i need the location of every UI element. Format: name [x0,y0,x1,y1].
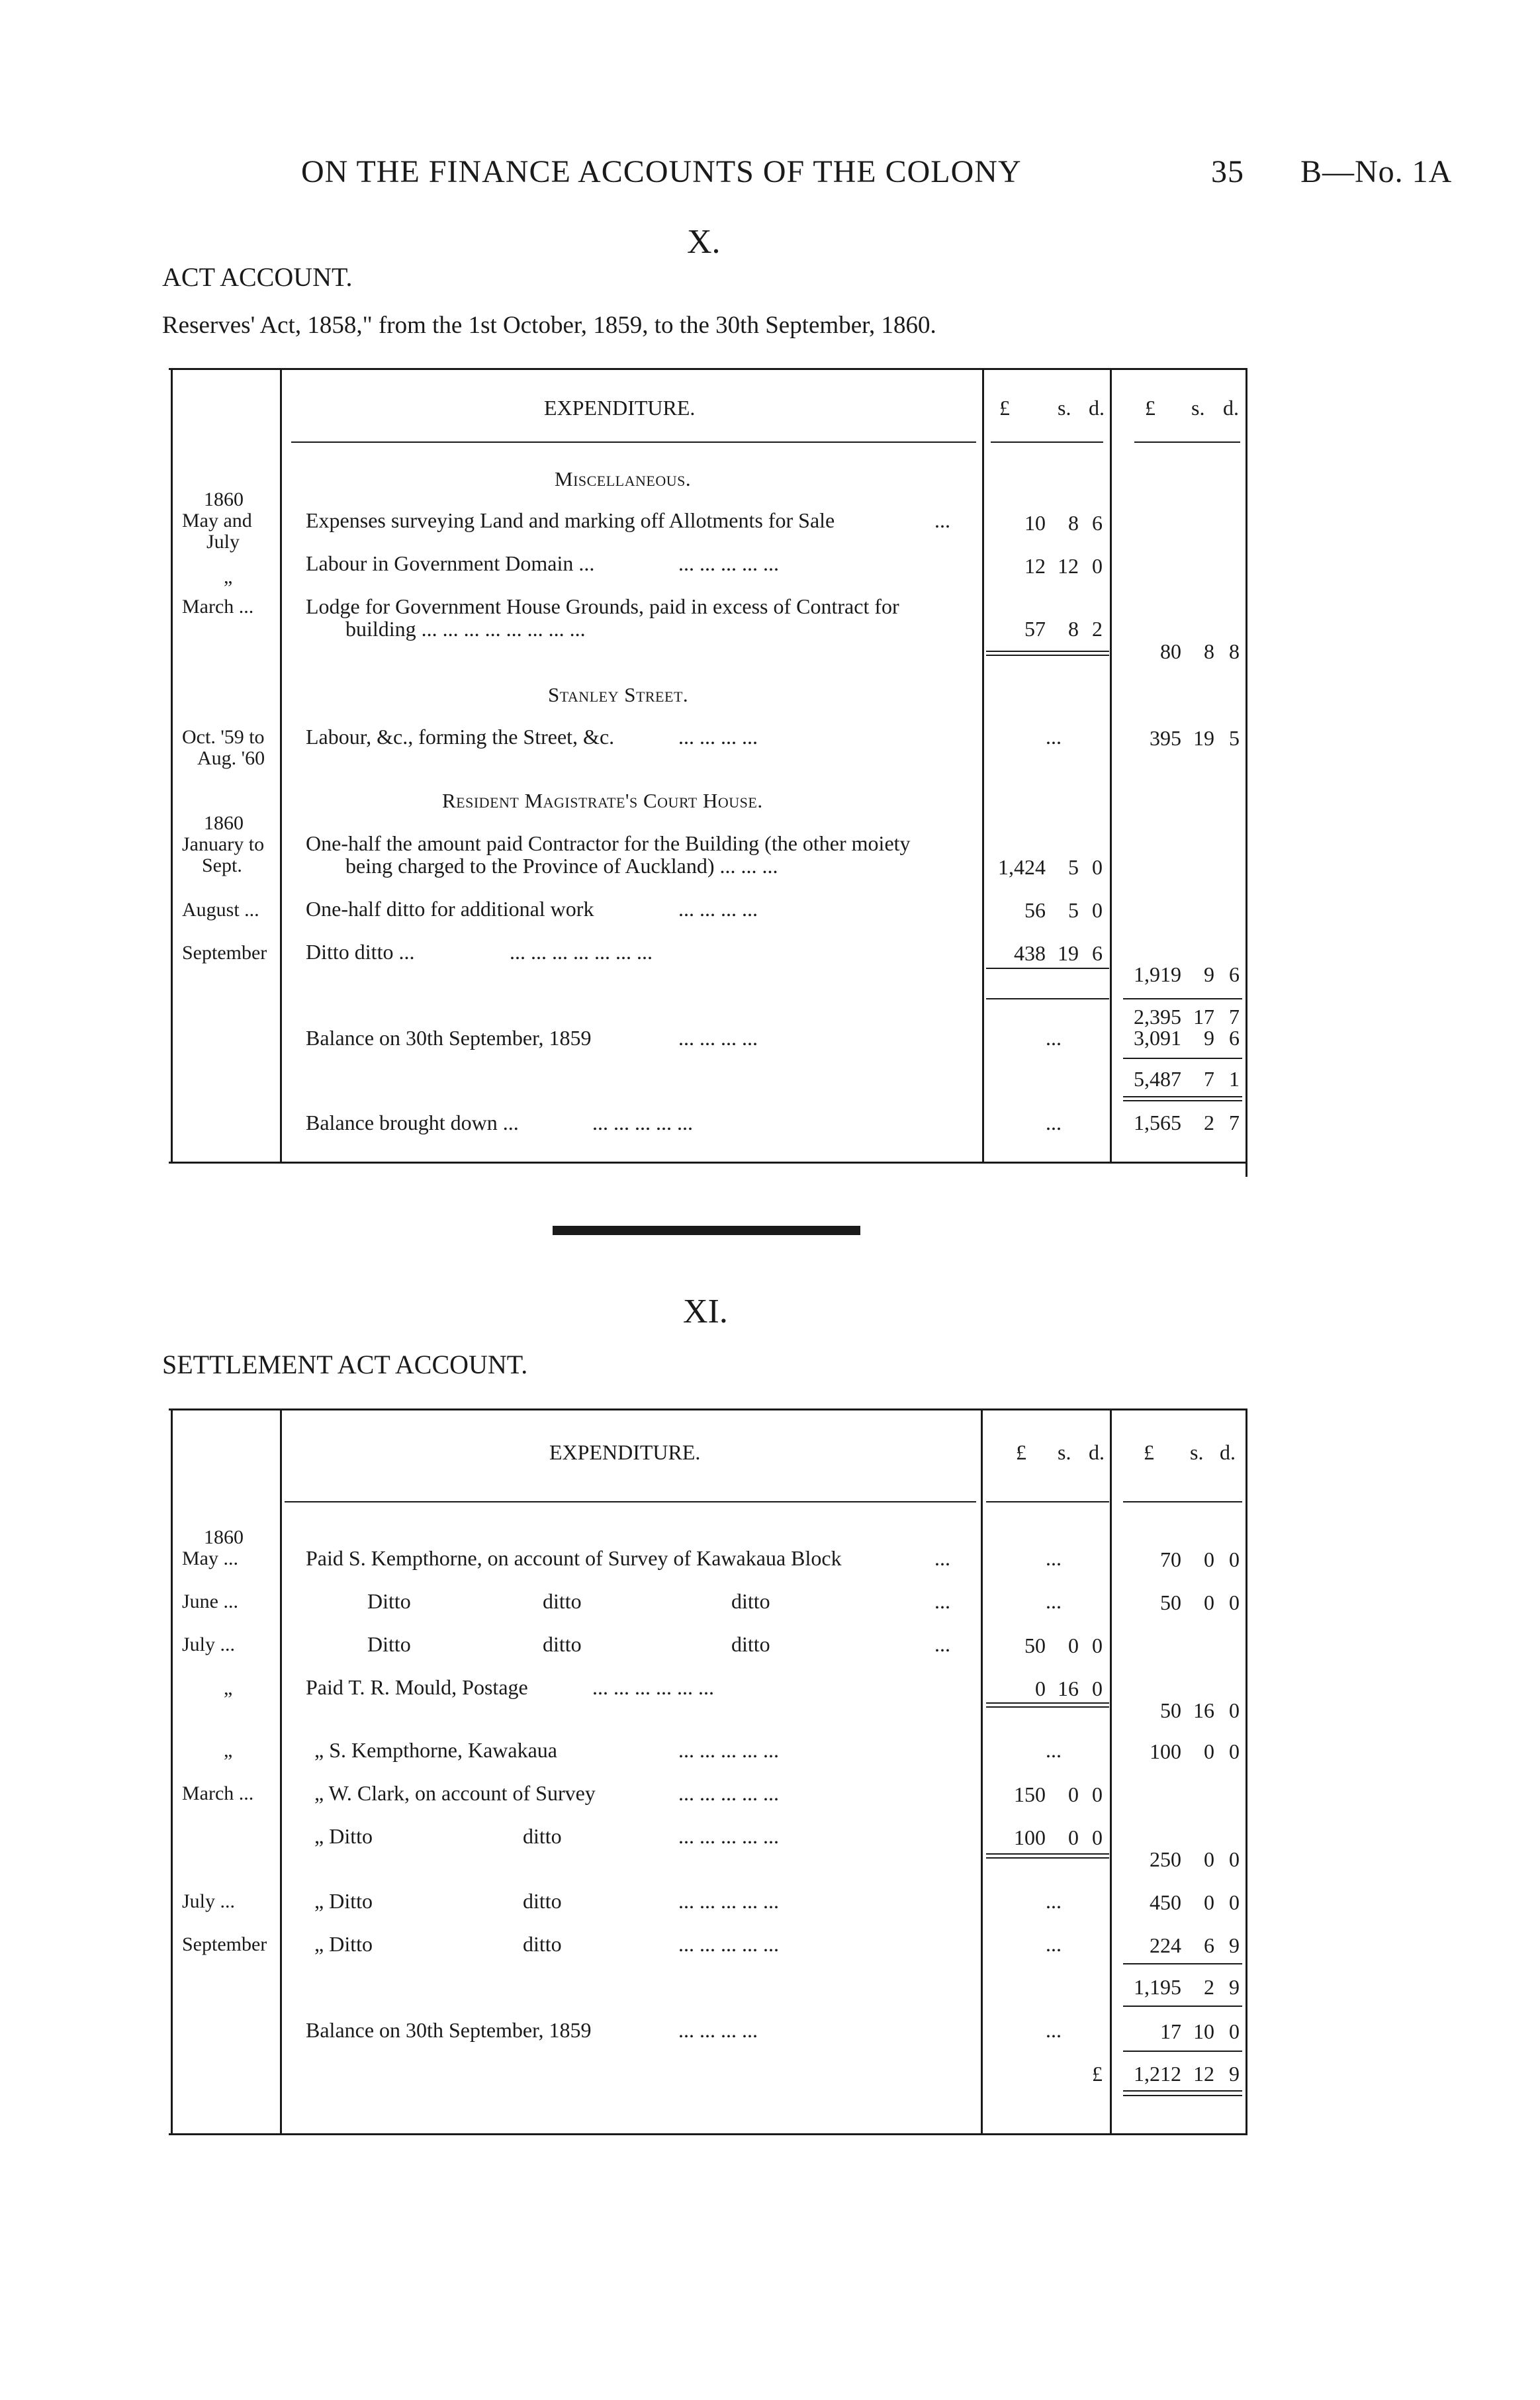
row-date: 1860 [204,1526,244,1548]
grand-total-pence: 9 [1229,2062,1240,2086]
total-pounds: 1,565 [1134,1111,1181,1134]
row-dots: ... ... ... ... ... [678,1889,779,1913]
grand-total-pence: 1 [1229,1067,1240,1091]
total-pounds: 50 [1160,1591,1181,1614]
row-dots: ... [934,1589,950,1613]
row-dots: ... ... ... ... [678,2018,758,2042]
total-pence: 6 [1229,962,1240,986]
row-date: Oct. '59 to [182,726,265,748]
section-xi-numeral: XI. [683,1293,728,1330]
section-divider [553,1226,860,1235]
row-date: Sept. [202,854,242,876]
amount-pounds: 57 [1024,617,1046,641]
group-heading-stanley-street: Stanley Street. [548,683,689,706]
col-head-pence-1: d. [1089,396,1105,420]
col-head-pounds-2: £ [1145,396,1155,420]
pound-sign: £ [1092,2062,1103,2086]
total-shillings: 0 [1204,1547,1214,1571]
amount-pounds: 100 [1014,1825,1046,1849]
amount-shillings: 19 [1058,941,1079,965]
row-dots: ... ... ... ... [678,897,758,921]
row-date: January to [182,833,265,855]
row-description: Ditto ditto ... [306,940,415,964]
col-head-shillings-1: s. [1058,396,1071,420]
row-ditto: ditto [543,1632,582,1656]
amount-pounds: ... [1046,1026,1062,1050]
amount-shillings: 12 [1058,554,1079,578]
row-dots: ... ... ... ... [678,725,758,749]
row-description: „ Ditto [314,1932,373,1956]
total-pence: 0 [1229,1890,1240,1914]
amount-pence: 2 [1092,617,1103,641]
row-description: One-half ditto for additional work [306,897,594,921]
row-date: August ... [182,899,259,921]
row-date: May ... [182,1547,238,1569]
row-description-continued: building ... ... ... ... ... ... ... ... [345,617,586,641]
total-shillings: 6 [1204,1933,1214,1957]
grand-total-shillings: 12 [1193,2062,1214,2086]
total-pence: 5 [1229,726,1240,750]
row-description-continued: being charged to the Province of Auckland) ... ... ... [345,854,778,878]
row-ditto: ditto [731,1589,770,1613]
row-ditto: ditto [731,1632,770,1656]
total-pounds: 3,091 [1134,1026,1181,1050]
row-dots: ... ... ... ... ... ... ... [510,940,653,964]
grand-total-shillings: 7 [1204,1067,1214,1091]
group-heading-court-house: Resident Magistrate's Court House. [442,789,763,812]
total-pounds: 100 [1150,1739,1181,1763]
total-pence: 0 [1229,1739,1240,1763]
subtotal-pence: 9 [1229,1975,1240,1999]
total-pounds: 17 [1160,2019,1181,2043]
row-ditto: ditto [523,1824,562,1848]
total-pounds: 1,919 [1134,962,1181,986]
total-shillings: 10 [1193,2019,1214,2043]
section-x-subtitle: Reserves' Act, 1858," from the 1st October, 1859, to the 30th September, 1860. [162,312,936,339]
amount-pence: 0 [1092,1825,1103,1849]
amount-pounds: 0 [1035,1677,1046,1700]
amount-pounds: ... [1046,1546,1062,1570]
amount-pence: 0 [1092,554,1103,578]
row-date: March ... [182,1782,254,1804]
row-description: Paid T. R. Mould, Postage [306,1675,528,1699]
total-shillings: 16 [1193,1698,1214,1722]
total-shillings: 2 [1204,1111,1214,1134]
col-head-pence-2: d. [1223,396,1239,420]
total-pounds: 450 [1150,1890,1181,1914]
row-date: July [206,531,240,553]
row-dots: ... ... ... ... ... [678,1932,779,1956]
group-heading-miscellaneous: Miscellaneous. [555,467,692,490]
total-pence: 0 [1229,1547,1240,1571]
row-date: July ... [182,1890,236,1912]
total-pence: 6 [1229,1026,1240,1050]
subtotal-pounds: 2,395 [1134,1005,1181,1029]
row-description: Expenses surveying Land and marking off Allotments for Sale [306,508,835,532]
amount-pounds: ... [1046,1589,1062,1613]
row-date: September [182,942,267,964]
col-head-shillings-2: s. [1190,1440,1204,1464]
page-number: 35 [1211,154,1244,189]
total-shillings: 0 [1204,1739,1214,1763]
total-pence: 0 [1229,1847,1240,1871]
row-date: „ [224,566,233,588]
row-ditto: ditto [543,1589,582,1613]
row-description: Ditto [367,1589,411,1613]
row-date: „ [224,1677,233,1699]
row-description: Ditto [367,1632,411,1656]
amount-pounds: ... [1046,1111,1062,1134]
row-description: „ Ditto [314,1824,373,1848]
amount-shillings: 0 [1068,1825,1079,1849]
row-date: July ... [182,1634,236,1655]
amount-pence: 0 [1092,1782,1103,1806]
amount-pounds: ... [1046,1932,1062,1956]
amount-pence: 0 [1092,855,1103,879]
row-date: 1860 [204,488,244,510]
row-description: Labour in Government Domain ... [306,551,595,575]
amount-pounds: ... [1046,1889,1062,1913]
row-date: Aug. '60 [197,747,265,769]
amount-shillings: 5 [1068,855,1079,879]
row-date: September [182,1933,267,1955]
section-x-title: ACT ACCOUNT. [162,262,353,292]
balance-label: Balance on 30th September, 1859 [306,2018,592,2042]
amount-shillings: 0 [1068,1782,1079,1806]
total-pence: 9 [1229,1933,1240,1957]
amount-pounds: ... [1046,1738,1062,1762]
total-shillings: 0 [1204,1890,1214,1914]
amount-pounds: 12 [1024,554,1046,578]
row-dots: ... ... ... ... ... ... [592,1675,714,1699]
total-pounds: 395 [1150,726,1181,750]
row-ditto: ditto [523,1932,562,1956]
col-head-pounds-1: £ [999,396,1010,420]
amount-shillings: 0 [1068,1634,1079,1657]
expenditure-heading: EXPENDITURE. [544,396,696,420]
amount-pence: 0 [1092,1677,1103,1700]
total-shillings: 19 [1193,726,1214,750]
total-pounds: 80 [1160,639,1181,663]
subtotal-shillings: 2 [1204,1975,1214,1999]
section-xi-title: SETTLEMENT ACT ACCOUNT. [162,1350,528,1379]
grand-total-pounds: 1,212 [1134,2062,1181,2086]
row-date: 1860 [204,812,244,834]
amount-pence: 0 [1092,898,1103,922]
amount-pounds: 150 [1014,1782,1046,1806]
col-head-pounds-2: £ [1144,1440,1154,1464]
subtotal-pence: 7 [1229,1005,1240,1029]
total-shillings: 9 [1204,1026,1214,1050]
row-description: One-half the amount paid Contractor for the Building (the other moiety [306,831,911,855]
balance-label: Balance on 30th September, 1859 [306,1026,592,1050]
total-pence: 0 [1229,2019,1240,2043]
section-x-numeral: X. [687,223,721,261]
amount-pounds: 1,424 [998,855,1046,879]
amount-shillings: 16 [1058,1677,1079,1700]
expenditure-heading: EXPENDITURE. [549,1440,701,1464]
total-pence: 0 [1229,1698,1240,1722]
total-shillings: 8 [1204,639,1214,663]
total-pounds: 224 [1150,1933,1181,1957]
amount-pounds: ... [1046,2018,1062,2042]
amount-shillings: 8 [1068,617,1079,641]
row-ditto: ditto [523,1889,562,1913]
total-pence: 8 [1229,639,1240,663]
subtotal-pounds: 1,195 [1134,1975,1181,1999]
amount-pounds: 50 [1024,1634,1046,1657]
total-shillings: 9 [1204,962,1214,986]
row-date: March ... [182,596,254,618]
row-dots: ... [934,1632,950,1656]
total-pence: 7 [1229,1111,1240,1134]
row-dots: ... [934,1546,950,1570]
subtotal-shillings: 17 [1193,1005,1214,1029]
row-dots: ... ... ... ... ... [678,1738,779,1762]
row-dots: ... ... ... ... ... [678,1824,779,1848]
amount-pence: 6 [1092,941,1103,965]
row-dots: ... ... ... ... [678,1026,758,1050]
page-header-title: ON THE FINANCE ACCOUNTS OF THE COLONY [301,154,1022,189]
total-shillings: 0 [1204,1591,1214,1614]
row-date: May and [182,510,252,531]
row-description: „ W. Clark, on account of Survey [314,1781,596,1805]
row-description: „ Ditto [314,1889,373,1913]
col-head-pence-1: d. [1089,1440,1105,1464]
total-pence: 0 [1229,1591,1240,1614]
total-pounds: 250 [1150,1847,1181,1871]
grand-total-pounds: 5,487 [1134,1067,1181,1091]
row-date: „ [224,1739,233,1761]
col-head-shillings-1: s. [1058,1440,1071,1464]
col-head-pence-2: d. [1220,1440,1236,1464]
amount-pounds: 438 [1014,941,1046,965]
row-dots: ... ... ... ... ... [678,1781,779,1805]
amount-pence: 6 [1092,511,1103,535]
col-head-shillings-2: s. [1191,396,1205,420]
total-shillings: 0 [1204,1847,1214,1871]
row-dots: ... ... ... ... ... [592,1111,693,1134]
amount-shillings: 8 [1068,511,1079,535]
row-dots: ... [934,508,950,532]
row-date: June ... [182,1591,238,1612]
amount-pounds: 56 [1024,898,1046,922]
row-dots: ... ... ... ... ... [678,551,779,575]
amount-pence: 0 [1092,1634,1103,1657]
page-reference: B—No. 1A [1300,154,1453,189]
total-pounds: 50 [1160,1698,1181,1722]
balance-brought-down-label: Balance brought down ... [306,1111,519,1134]
row-description: Lodge for Government House Grounds, paid in excess of Contract for [306,594,899,618]
amount-pounds: ... [1046,725,1062,749]
row-description: Paid S. Kempthorne, on account of Survey of Kawakaua Block [306,1546,842,1570]
row-description: „ S. Kempthorne, Kawakaua [314,1738,557,1762]
total-pounds: 70 [1160,1547,1181,1571]
amount-pounds: 10 [1024,511,1046,535]
row-description: Labour, &c., forming the Street, &c. [306,725,615,749]
col-head-pounds-1: £ [1016,1440,1026,1464]
amount-shillings: 5 [1068,898,1079,922]
